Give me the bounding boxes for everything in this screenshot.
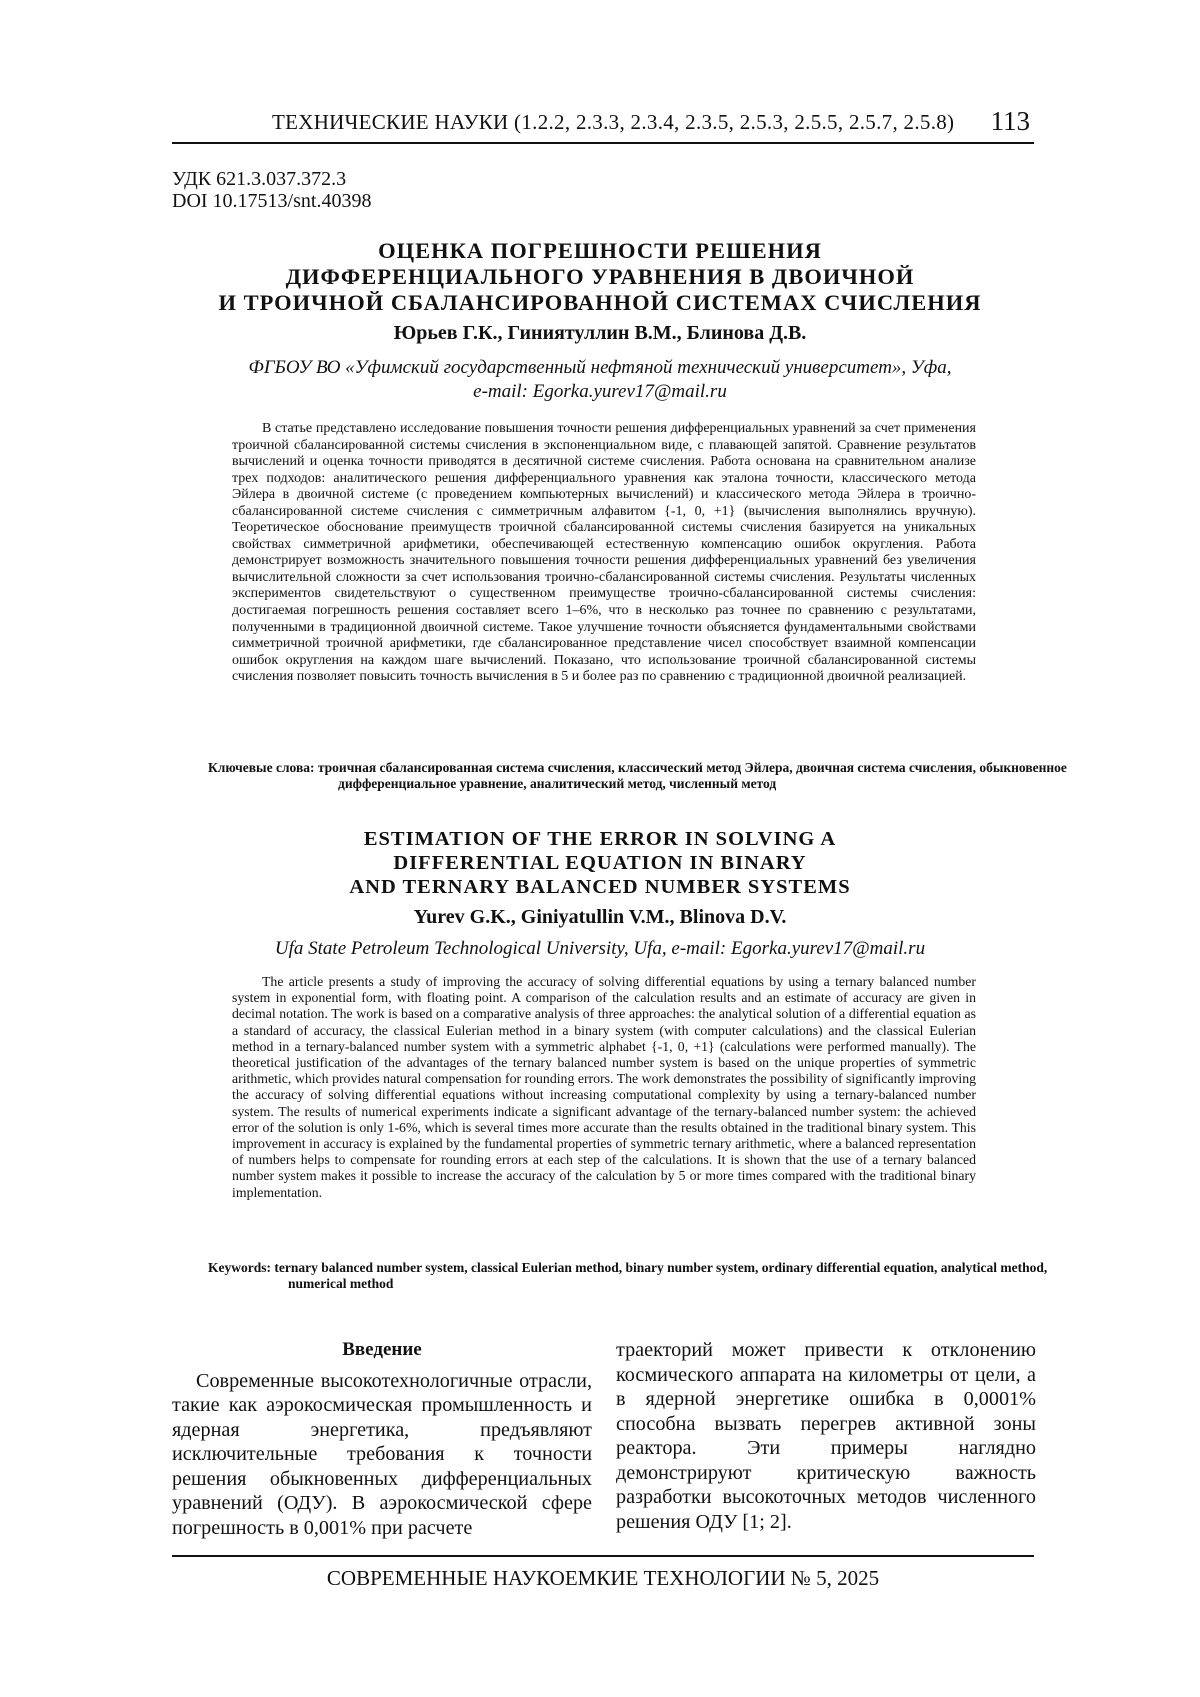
title-en-line: DIFFERENTIAL EQUATION IN BINARY [393, 852, 807, 874]
page-number: 113 [990, 106, 1030, 136]
running-header [172, 106, 1034, 144]
keywords-ru: Ключевые слова: троичная сбалансированная система счисления, классический метод Эйлера, двоичная система счисления, обыкновенное дифференциальное уравнение, аналитический метод, численный метод [208, 760, 1067, 791]
affiliation-ru-line: ФГБОУ ВО «Уфимский государственный нефтяной технический университет», Уфа, [248, 357, 952, 378]
affiliation-ru-email[interactable]: e-mail: Egorka.yurev17@mail.ru [473, 381, 727, 402]
abstract-ru: В статье представлено исследование повышения точности решения дифференциальных уравнений за счет применения троичной сбалансированной системы счисления в экспоненциальном виде, с плавающей запятой. Сравнение результатов вычислений и оценка точности приводятся в десятичной системе счисления. Работа основана на сравнительном анализе трех подходов: аналитического решения дифференциального уравнения как эталона точности, классического метода Эйлера в двоичной системе (с проведением компьютерных вычислений) и классического метода Эйлера в троично-сбалансированной системе счисления с симметричным алфавитом {-1, 0, +1} (вычисления выполнялись вручную). Теоретическое обоснование преимуществ троичной сбалансированной системы счисления базируется на уникальных свойствах симметричной арифметики, обеспечивающей естественную компенсацию ошибок округления. Работа демонстрирует возможность значительного повышения точности решения дифференциальных уравнений без увеличения вычислительной сложности за счет использования троично-сбалансированной системы счисления. Результаты численных экспериментов свидетельствуют о существенном преимуществе троично-сбалансированной системы счисления: достигаемая погрешность решения составляет всего 1–6%, что в несколько раз точнее по сравнению с результатами, полученными в традиционной двоичной системе. Такое улучшение точности объясняется фундаментальными свойствами симметричной троичной арифметики, где сбалансированное представление чисел способствует взаимной компенсации ошибок округления на каждом шаге вычислений. Показано, что использование троичной сбалансированной системы счисления позволяет повысить точность вычисления в 5 и более раз по сравнению с традиционной двоичной реализацией. [232, 421, 976, 685]
title-en-line: AND TERNARY BALANCED NUMBER SYSTEMS [349, 876, 851, 898]
section-heading-introduction: Введение [342, 1339, 422, 1360]
doi[interactable]: DOI 10.17513/snt.40398 [172, 190, 372, 212]
authors-en: Yurev G.K., Giniyatullin V.M., Blinova D.V. [413, 906, 787, 928]
section-title: ТЕХНИЧЕСКИЕ НАУКИ (1.2.2, 2.3.3, 2.3.4, 2.3.5, 2.5.3, 2.5.5, 2.5.7, 2.5.8) [272, 110, 955, 134]
udk-code: УДК 621.3.037.372.3 [172, 168, 347, 190]
title-ru-line: ДИФФЕРЕНЦИАЛЬНОГО УРАВНЕНИЯ В ДВОИЧНОЙ [285, 264, 915, 289]
title-en-line: ESTIMATION OF THE ERROR IN SOLVING A [363, 828, 837, 850]
title-ru-line: ОЦЕНКА ПОГРЕШНОСТИ РЕШЕНИЯ [378, 238, 822, 263]
title-ru-line: И ТРОИЧНОЙ СБАЛАНСИРОВАННОЙ СИСТЕМАХ СЧИСЛЕНИЯ [218, 290, 982, 315]
keywords-en: Keywords: ternary balanced number system, classical Eulerian method, binary number system, ordinary differential equation, analytical method, numerical method [208, 1260, 1048, 1291]
body-paragraph: Современные высокотехнологичные отрасли, такие как аэрокосмическая промышленность и ядерная энергетика, предъявляют исключительные требования к точности решения обыкновенных дифференциальных уравнений (ОДУ). В аэрокосмической сфере погрешность в 0,001% при расчете [172, 1369, 592, 1539]
body-column-left [172, 1338, 592, 1540]
abstract-en: The article presents a study of improving the accuracy of solving differential equations by using a ternary balanced number system in exponential form, with floating point. A comparison of the calculation results and an estimate of accuracy are given in decimal notation. The work is based on a comparative analysis of three approaches: the analytical solution of a differential equation as a standard of accuracy, the classical Eulerian method in a binary system (with computer calculations) and the classical Eulerian method in a ternary-balanced number system with a symmetric alphabet {-1, 0, +1} (calculations were performed manually). The theoretical justification of the advantages of the ternary balanced number system is based on the unique properties of symmetric arithmetic, which provides natural compensation for rounding errors. The work demonstrates the possibility of significantly improving the accuracy of solving differential equations without increasing computational complexity by using a ternary-balanced number system. The results of numerical experiments indicate a significant advantage of the ternary-balanced number system: the achieved error of the solution is only 1-6%, which is several times more accurate than the results obtained in the traditional binary system. This improvement in accuracy is explained by the fundamental properties of symmetric ternary arithmetic, where a balanced representation of numbers helps to compensate for rounding errors at each step of the calculations. It is shown that the use of a ternary balanced number system makes it possible to increase the accuracy of the calculation by 5 or more times compared with the traditional binary implementation. [232, 974, 976, 1200]
article-title-en [150, 827, 1050, 899]
article-title-ru [150, 238, 1050, 316]
body-column-right [616, 1338, 1036, 1534]
running-footer: СОВРЕМЕННЫЕ НАУКОЕМКИЕ ТЕХНОЛОГИИ № 5, 2025 [172, 1555, 1034, 1591]
article-meta [172, 168, 371, 212]
body-paragraph: траекторий может привести к отклонению космического аппарата на километры от цели, а в ядерной энергетике ошибка в 0,0001% способна вызвать перегрев активной зоны реактора. Эти примеры наглядно демонстрируют критическую важность разработки высокоточных методов численного решения ОДУ [1; 2]. [616, 1339, 1036, 1533]
authors-ru: Юрьев Г.К., Гиниятуллин В.М., Блинова Д.В. [393, 322, 807, 344]
affiliation-ru [200, 356, 1000, 404]
affiliation-en: Ufa State Petroleum Technological University, Ufa, e-mail: Egorka.yurev17@mail.ru [274, 938, 926, 959]
